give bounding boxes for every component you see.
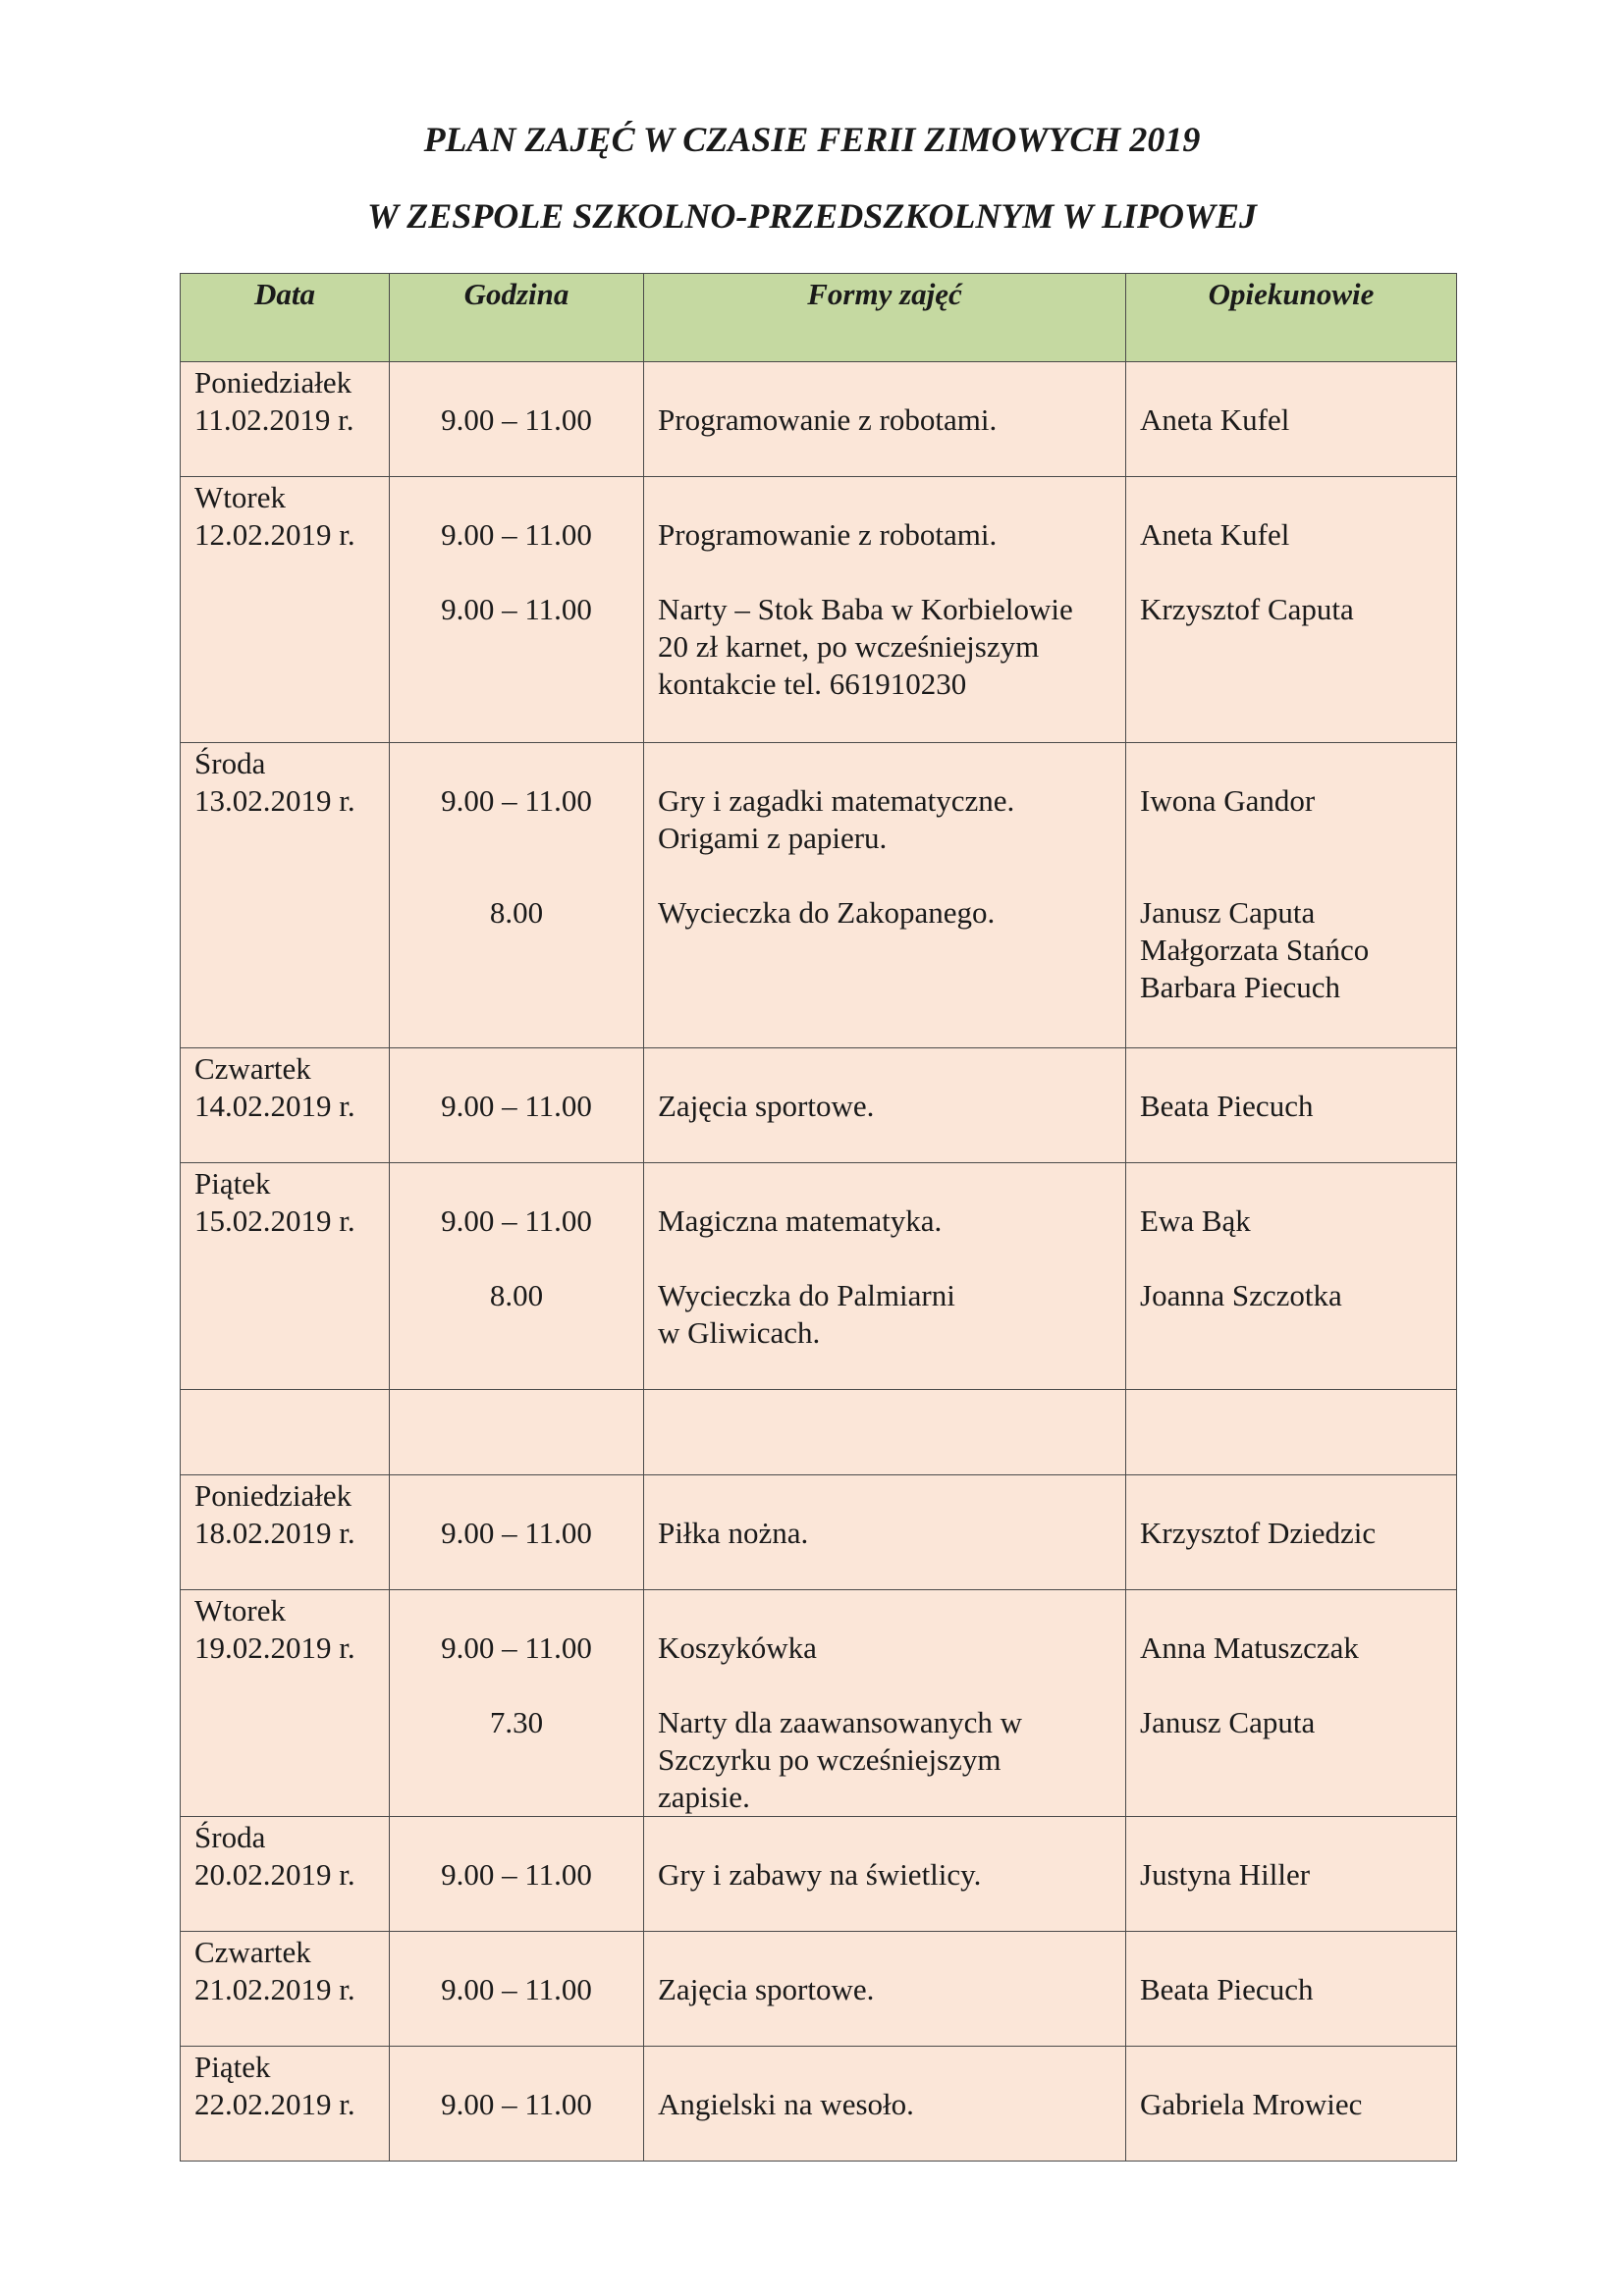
activity-text: Gry i zagadki matematyczne. xyxy=(658,783,1015,818)
schedule-table xyxy=(180,273,1457,2162)
time-cell xyxy=(390,1048,644,1163)
header-date: Data xyxy=(181,274,390,362)
tutor-name: Krzysztof Caputa xyxy=(1140,592,1354,626)
activity-cell xyxy=(644,743,1126,1048)
activity-text: Narty – Stok Baba w Korbielowie xyxy=(658,592,1073,626)
tutor-name: Joanna Szczotka xyxy=(1140,1278,1342,1312)
table-row xyxy=(181,1817,1457,1932)
tutor-name: Beata Piecuch xyxy=(1140,1972,1314,2006)
date-cell xyxy=(181,1932,390,2047)
time-cell xyxy=(390,2047,644,2162)
activity-text: zapisie. xyxy=(658,1780,750,1814)
date-cell xyxy=(181,2047,390,2162)
activity-text: Wycieczka do Zakopanego. xyxy=(658,895,996,930)
day-name: Piątek xyxy=(194,1166,271,1201)
date-value: 22.02.2019 r. xyxy=(194,2087,355,2121)
time-value: 9.00 – 11.00 xyxy=(441,517,592,552)
time-value: 9.00 – 11.00 xyxy=(441,1630,592,1665)
activity-text: kontakcie tel. 661910230 xyxy=(658,667,967,701)
date-value: 15.02.2019 r. xyxy=(194,1203,355,1238)
activity-text: w Gliwicach. xyxy=(658,1315,821,1350)
empty-cell xyxy=(1126,1390,1457,1475)
tutors-cell xyxy=(1126,1048,1457,1163)
table-row xyxy=(181,1932,1457,2047)
time-value: 9.00 – 11.00 xyxy=(441,1203,592,1238)
date-cell xyxy=(181,362,390,477)
day-name: Poniedziałek xyxy=(194,365,352,400)
date-cell xyxy=(181,477,390,743)
activity-text: Piłka nożna. xyxy=(658,1516,809,1550)
tutors-cell xyxy=(1126,1163,1457,1390)
tutors-cell xyxy=(1126,1475,1457,1590)
tutors-cell xyxy=(1126,1932,1457,2047)
tutor-name: Aneta Kufel xyxy=(1140,517,1290,552)
tutor-name: Janusz Caputa xyxy=(1140,1705,1316,1739)
header-activity: Formy zajęć xyxy=(644,274,1126,362)
activity-text: 20 zł karnet, po wcześniejszym xyxy=(658,629,1040,664)
empty-cell xyxy=(181,1390,390,1475)
time-value: 9.00 – 11.00 xyxy=(441,1972,592,2006)
empty-cell xyxy=(390,1390,644,1475)
tutor-name: Gabriela Mrowiec xyxy=(1140,2087,1363,2121)
table-body xyxy=(181,362,1457,2162)
date-cell xyxy=(181,1048,390,1163)
time-cell xyxy=(390,477,644,743)
table-row xyxy=(181,477,1457,743)
activity-cell xyxy=(644,477,1126,743)
date-value: 12.02.2019 r. xyxy=(194,517,355,552)
activity-cell xyxy=(644,1590,1126,1817)
day-name: Czwartek xyxy=(194,1051,311,1086)
activity-text: Origami z papieru. xyxy=(658,821,888,855)
activity-text: Narty dla zaawansowanych w xyxy=(658,1705,1022,1739)
tutors-cell xyxy=(1126,743,1457,1048)
table-row xyxy=(181,1048,1457,1163)
activity-text: Angielski na wesoło. xyxy=(658,2087,914,2121)
activity-cell xyxy=(644,2047,1126,2162)
day-name: Środa xyxy=(194,746,266,780)
time-cell xyxy=(390,1475,644,1590)
time-value: 8.00 xyxy=(489,895,544,930)
date-cell xyxy=(181,743,390,1048)
tutor-name: Beata Piecuch xyxy=(1140,1089,1314,1123)
date-cell xyxy=(181,1817,390,1932)
document-subtitle: W ZESPOLE SZKOLNO-PRZEDSZKOLNYM W LIPOWEJ xyxy=(366,196,1258,236)
empty-row xyxy=(181,1390,1457,1475)
time-value: 9.00 – 11.00 xyxy=(441,2087,592,2121)
header-row xyxy=(181,274,1457,362)
table-header xyxy=(181,274,1457,362)
activity-text: Koszykówka xyxy=(658,1630,817,1665)
time-value: 9.00 – 11.00 xyxy=(441,1857,592,1892)
header-time: Godzina xyxy=(390,274,644,362)
activity-text: Zajęcia sportowe. xyxy=(658,1089,875,1123)
header-tutors: Opiekunowie xyxy=(1126,274,1457,362)
table-row xyxy=(181,2047,1457,2162)
activity-text: Programowanie z robotami. xyxy=(658,402,998,437)
date-cell xyxy=(181,1163,390,1390)
document-title: PLAN ZAJĘĆ W CZASIE FERII ZIMOWYCH 2019 xyxy=(423,120,1201,159)
day-name: Wtorek xyxy=(194,1593,286,1628)
table-row xyxy=(181,1590,1457,1817)
tutor-name: Ewa Bąk xyxy=(1140,1203,1251,1238)
time-value: 9.00 – 11.00 xyxy=(441,1516,592,1550)
time-cell xyxy=(390,1590,644,1817)
time-value: 9.00 – 11.00 xyxy=(441,783,592,818)
time-cell xyxy=(390,1163,644,1390)
activity-text: Wycieczka do Palmiarni xyxy=(658,1278,955,1312)
tutor-name: Iwona Gandor xyxy=(1140,783,1316,818)
tutor-name: Małgorzata Stańco xyxy=(1140,933,1370,967)
day-name: Środa xyxy=(194,1820,266,1854)
day-name: Czwartek xyxy=(194,1935,311,1969)
time-value: 9.00 – 11.00 xyxy=(441,1089,592,1123)
time-value: 9.00 – 11.00 xyxy=(441,592,592,626)
time-value: 8.00 xyxy=(489,1278,544,1312)
time-cell xyxy=(390,1817,644,1932)
activity-text: Szczyrku po wcześniejszym xyxy=(658,1742,1001,1777)
tutor-name: Barbara Piecuch xyxy=(1140,970,1340,1004)
date-value: 19.02.2019 r. xyxy=(194,1630,355,1665)
activity-cell xyxy=(644,1932,1126,2047)
activity-cell xyxy=(644,362,1126,477)
date-cell xyxy=(181,1590,390,1817)
tutor-name: Aneta Kufel xyxy=(1140,402,1290,437)
activity-cell xyxy=(644,1475,1126,1590)
table-row xyxy=(181,1475,1457,1590)
tutors-cell xyxy=(1126,1590,1457,1817)
activity-cell xyxy=(644,1817,1126,1932)
activity-text: Gry i zabawy na świetlicy. xyxy=(658,1857,982,1892)
date-value: 13.02.2019 r. xyxy=(194,783,355,818)
time-cell xyxy=(390,743,644,1048)
day-name: Piątek xyxy=(194,2050,271,2084)
time-value: 7.30 xyxy=(489,1705,544,1739)
tutor-name: Janusz Caputa xyxy=(1140,895,1316,930)
table-row xyxy=(181,362,1457,477)
time-cell xyxy=(390,1932,644,2047)
tutors-cell xyxy=(1126,362,1457,477)
date-value: 11.02.2019 r. xyxy=(194,402,354,437)
day-name: Poniedziałek xyxy=(194,1478,352,1513)
date-value: 14.02.2019 r. xyxy=(194,1089,355,1123)
tutors-cell xyxy=(1126,1817,1457,1932)
activity-text: Programowanie z robotami. xyxy=(658,517,998,552)
activity-text: Zajęcia sportowe. xyxy=(658,1972,875,2006)
day-name: Wtorek xyxy=(194,480,286,514)
time-value: 9.00 – 11.00 xyxy=(441,402,592,437)
date-value: 20.02.2019 r. xyxy=(194,1857,355,1892)
date-value: 21.02.2019 r. xyxy=(194,1972,355,2006)
empty-cell xyxy=(644,1390,1126,1475)
tutors-cell xyxy=(1126,477,1457,743)
time-cell xyxy=(390,362,644,477)
tutors-cell xyxy=(1126,2047,1457,2162)
date-value: 18.02.2019 r. xyxy=(194,1516,355,1550)
table-row xyxy=(181,1163,1457,1390)
tutor-name: Anna Matuszczak xyxy=(1140,1630,1359,1665)
activity-cell xyxy=(644,1048,1126,1163)
date-cell xyxy=(181,1475,390,1590)
tutor-name: Justyna Hiller xyxy=(1140,1857,1311,1892)
activity-text: Magiczna matematyka. xyxy=(658,1203,943,1238)
table-row xyxy=(181,743,1457,1048)
activity-cell xyxy=(644,1163,1126,1390)
tutor-name: Krzysztof Dziedzic xyxy=(1140,1516,1377,1550)
